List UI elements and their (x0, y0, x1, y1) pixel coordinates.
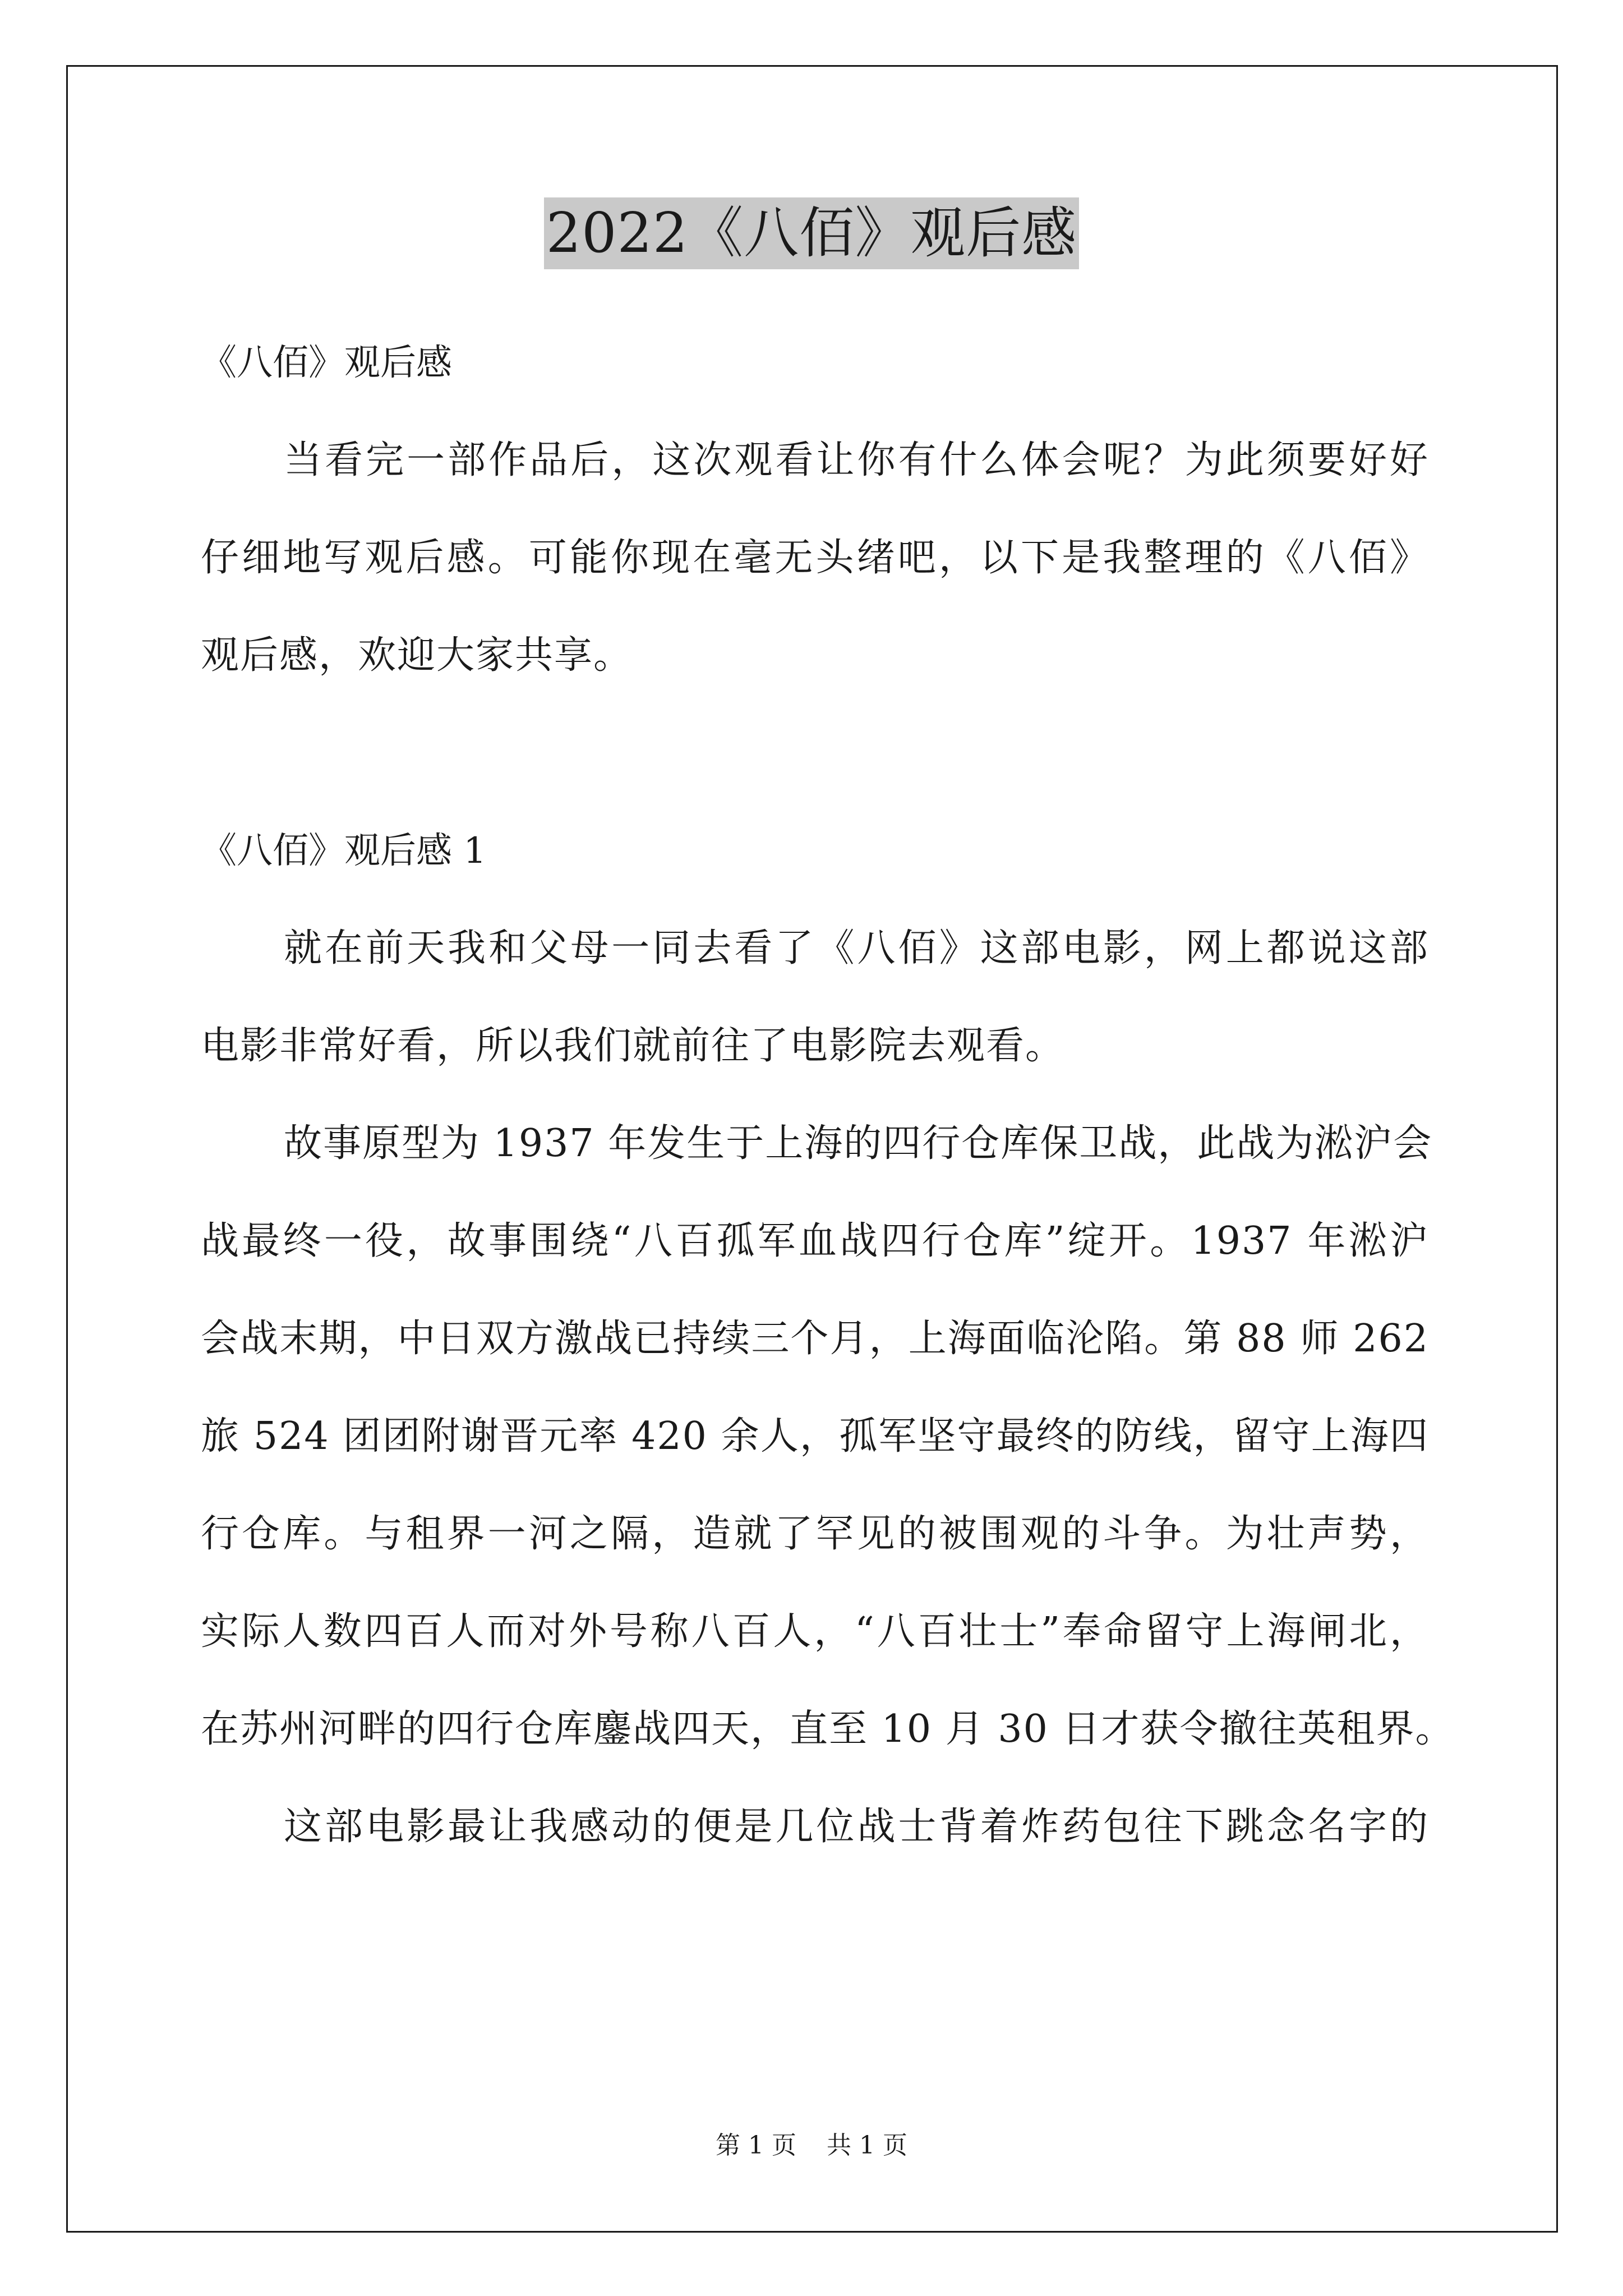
paragraph-3 (201, 1778, 1429, 1876)
page-footer (0, 2129, 1623, 2162)
section-heading: 《八佰》观后感 1 (201, 830, 487, 872)
title-container (0, 197, 1623, 269)
paragraph-line: 会战末期，中日双方激战已持续三个月，上海面临沦陷。第 88 师 262 (201, 1317, 1429, 1361)
paragraph-1 (201, 900, 1429, 1095)
page-number: 第 1 页 (716, 2131, 796, 2160)
paragraph-line: 在苏州河畔的四行仓库鏖战四天，直至 10 月 30 日才获令撤往英租界。 (201, 1707, 1455, 1751)
paragraph-line: 故事原型为 1937 年发生于上海的四行仓库保卫战，此战为淞沪会 (284, 1121, 1433, 1166)
document-title: 2022《八佰》观后感 (544, 197, 1079, 269)
page-total: 共 1 页 (827, 2131, 907, 2160)
paragraph-line: 战最终一役，故事围绕“八百孤军血战四行仓库”绽开。1937 年淞沪 (201, 1219, 1429, 1263)
blank-line (201, 705, 1429, 802)
document-body (201, 314, 1455, 1876)
paragraph-line: 旅 524 团团附谢晋元率 420 余人，孤军坚守最终的防线，留守上海四 (201, 1414, 1429, 1458)
paragraph-line: 当看完一部作品后，这次观看让你有什么体会呢？为此须要好好 (284, 438, 1429, 482)
intro-paragraph (201, 412, 1429, 705)
paragraph-line: 观后感，欢迎大家共享。 (201, 633, 633, 678)
paragraph-line: 仔细地写观后感。可能你现在毫无头绪吧，以下是我整理的《八佰》 (201, 536, 1429, 580)
paragraph-line: 实际人数四百人而对外号称八百人，“八百壮士”奉命留守上海闸北， (201, 1609, 1429, 1654)
document-subtitle: 《八佰》观后感 (201, 342, 452, 384)
paragraph-line: 就在前天我和父母一同去看了《八佰》这部电影，网上都说这部 (284, 926, 1429, 970)
paragraph-line: 这部电影最让我感动的便是几位战士背着炸药包往下跳念名字的 (284, 1805, 1429, 1849)
paragraph-2 (201, 1095, 1455, 1778)
paragraph-line: 电影非常好看，所以我们就前往了电影院去观看。 (201, 1024, 1065, 1068)
paragraph-line: 行仓库。与租界一河之隔，造就了罕见的被围观的斗争。为壮声势， (201, 1512, 1429, 1556)
